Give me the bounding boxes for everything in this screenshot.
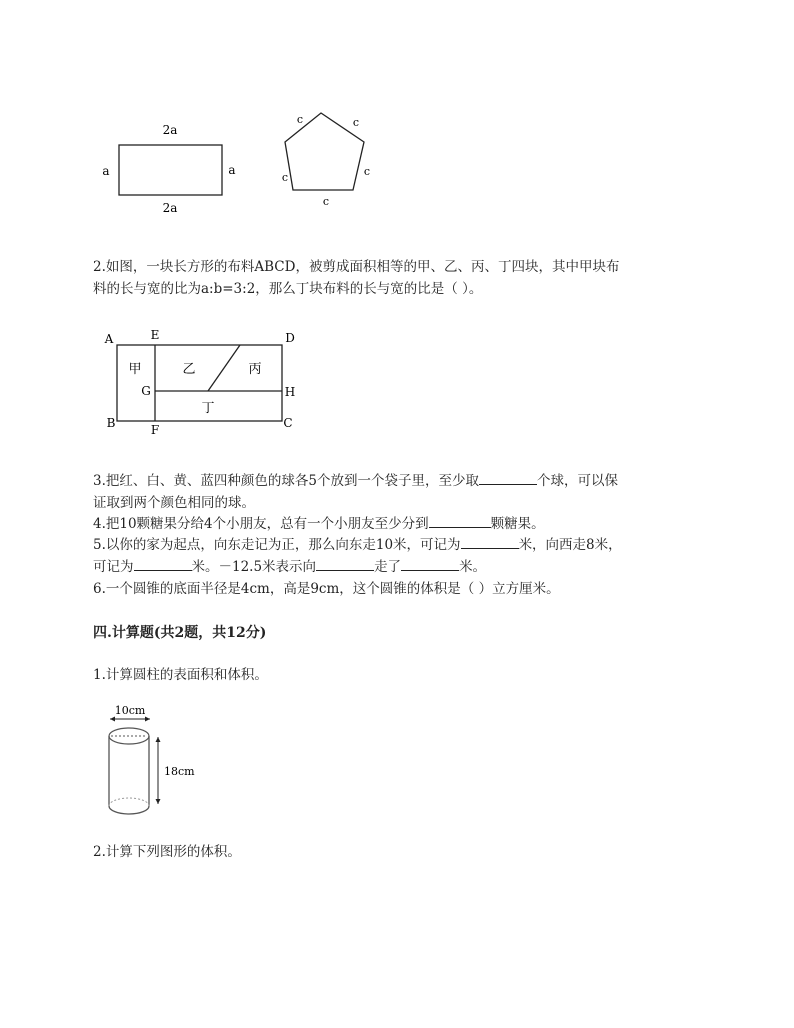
q3-text-part2: 个球，可以保	[536, 473, 618, 489]
label-b: B	[106, 416, 116, 430]
q5-answer-blank-3[interactable]	[316, 556, 374, 571]
label-bing: 丙	[248, 362, 262, 377]
q5-text-part4: 米。－12.5米表示向	[191, 559, 317, 575]
label-yi: 乙	[182, 362, 196, 377]
label-e: E	[150, 328, 160, 342]
q5-answer-blank-4[interactable]	[401, 556, 459, 571]
rectangle-shape	[119, 145, 222, 195]
q6-text: 6.一个圆锥的底面半径是4cm，高是9cm，这个圆锥的体积是（ ）立方厘米。	[93, 581, 560, 597]
rect-right-label: a	[228, 163, 236, 177]
label-ding: 丁	[201, 401, 215, 416]
pentagon-side-label: c	[281, 171, 289, 184]
pentagon-side-label: c	[322, 195, 330, 208]
rect-bottom-label: 2a	[162, 201, 178, 215]
rect-top-label: 2a	[162, 123, 178, 137]
cylinder-diameter-label: 10cm	[114, 704, 146, 717]
pentagon-side-label: c	[363, 165, 371, 178]
label-a: A	[104, 332, 114, 346]
q5-answer-blank-2[interactable]	[134, 556, 192, 571]
calc2-text: 2.计算下列图形的体积。	[93, 844, 241, 860]
label-h: H	[284, 385, 296, 399]
q3-text-part1: 3.把红、白、黄、蓝四种颜色的球各5个放到一个袋子里，至少取	[93, 473, 479, 489]
q5-text-part6: 米。	[459, 559, 487, 575]
label-jia: 甲	[128, 362, 142, 377]
label-f: F	[150, 423, 160, 437]
q5-text-part3: 可记为	[93, 559, 134, 575]
rectangle-figure	[95, 118, 245, 218]
label-g: G	[141, 384, 151, 398]
q5-line1	[93, 534, 622, 556]
q4-text-part2: 颗糖果。	[490, 516, 545, 532]
line-diagonal	[208, 345, 240, 391]
label-c: C	[283, 416, 293, 430]
q4-answer-blank[interactable]	[429, 513, 491, 528]
q4-line	[93, 513, 545, 535]
q5-text-part1: 5.以你的家为起点，向东走记为正，那么向东走10米，可记为	[93, 537, 461, 553]
pentagon-side-label: c	[352, 116, 360, 129]
q4-text-part1: 4.把10颗糖果分给4个小朋友，总有一个小朋友至少分到	[93, 516, 429, 532]
section-4-title: 四.计算题(共2题，共12分)	[93, 625, 267, 641]
calc1-text: 1.计算圆柱的表面积和体积。	[93, 667, 268, 683]
cylinder-figure	[98, 700, 198, 820]
q3-answer-blank[interactable]	[479, 470, 537, 485]
q5-answer-blank-1[interactable]	[461, 534, 519, 549]
q2-text-line2: 料的长与宽的比为a:b=3:2，那么丁块布料的长与宽的比是（ ）。	[93, 281, 483, 297]
q3-line1	[93, 470, 618, 492]
fabric-rect-abcd	[117, 345, 282, 421]
q5-text-part2: 米，向西走8米，	[518, 537, 622, 553]
pentagon-side-label: c	[296, 113, 304, 126]
q5-line2	[93, 556, 486, 578]
q5-text-part5: 走了	[374, 559, 402, 575]
rect-left-label: a	[102, 164, 110, 178]
cylinder-bottom	[109, 806, 149, 814]
cylinder-height-label: 18cm	[164, 765, 195, 778]
label-d: D	[285, 331, 295, 345]
pentagon-figure	[275, 105, 385, 215]
q2-text-line1: 2.如图，一块长方形的布料ABCD，被剪成面积相等的甲、乙、丙、丁四块，其中甲块布	[93, 259, 620, 275]
q3-line2: 证取到两个颜色相同的球。	[93, 495, 255, 511]
fabric-figure	[100, 325, 310, 440]
